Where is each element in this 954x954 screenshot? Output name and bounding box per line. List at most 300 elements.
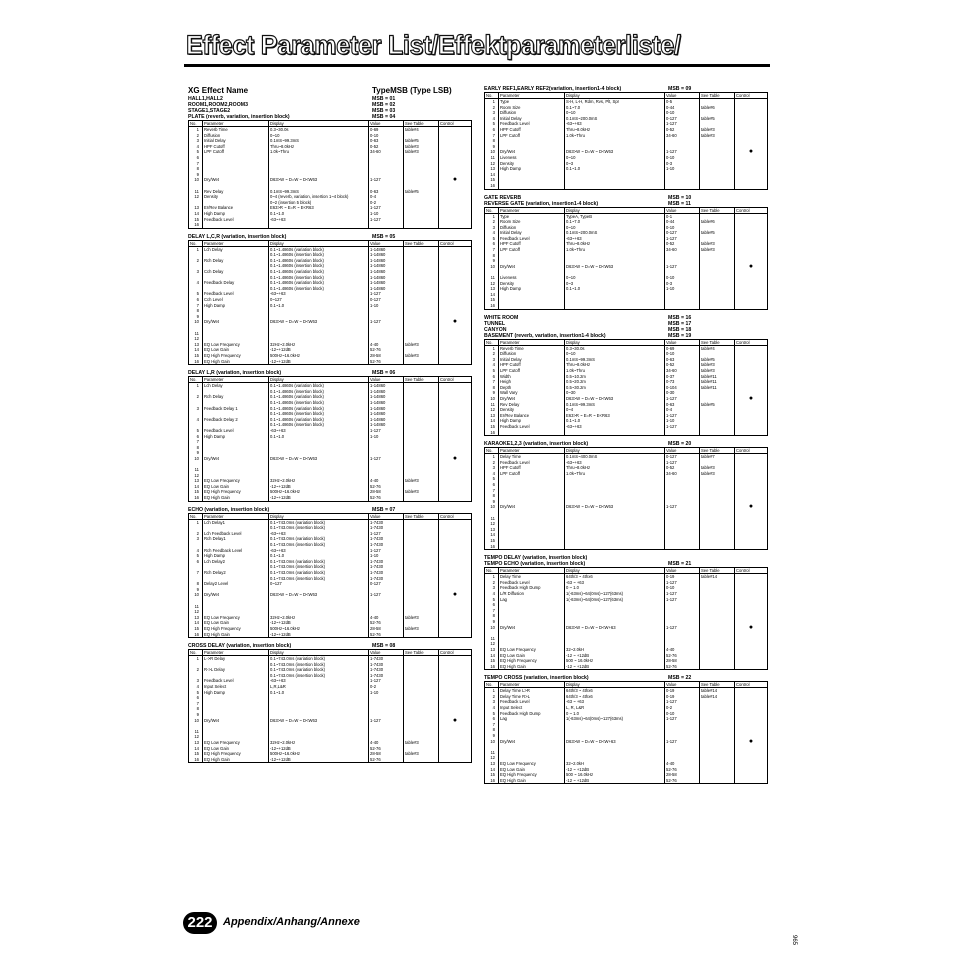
table-cell: 13 [485,286,499,292]
table-cell: 10 [485,625,499,631]
table-cell: 4 [485,362,499,368]
table-cell: 11 [485,155,499,161]
table-cell: Rch Delay [203,258,269,264]
table-cell: 5 [189,553,203,559]
table-cell: 52-76 [369,347,404,353]
parameter-table [484,681,768,784]
table-cell: 6 [189,155,203,161]
table-cell: 0-19 [665,694,700,700]
table-cell: 0.1~743.0ms (insertion block) [269,525,369,531]
table-cell: 5 [485,711,499,717]
table-cell: 11 [485,275,499,281]
table-cell: -12 ~ +12dB [565,664,665,670]
column-header: Display [269,650,369,656]
table-cell: 15 [485,538,499,544]
table-cell: 0~4 [565,407,665,413]
table-cell: 1 [485,574,499,580]
table-cell: 5 [189,428,203,434]
table-cell: 0~10 [565,275,665,281]
table-cell: 1-7430 [369,667,404,673]
table-cell: Delay Time [499,574,565,580]
table-cell: 8 [189,166,203,172]
table-cell: table#3 [700,133,735,139]
effect-block [188,96,471,229]
table-cell: 1-127 [665,236,700,242]
table-cell: 14 [189,620,203,626]
effect-header [188,370,471,376]
effect-header [484,675,767,681]
table-cell: 1-7430 [369,570,404,576]
control-cell: ● [452,717,458,724]
table-cell: 52-76 [369,484,404,490]
column-header: Control [735,339,768,345]
table-cell: -12~+12dB [269,495,369,501]
column-header: No. [485,568,499,574]
table-cell: 1-7430 [369,656,404,662]
table-cell: 0.1~1.4860s (insertion block) [269,389,369,395]
table-cell: 9 [485,390,499,396]
control-cell [735,430,768,436]
table-cell: Liveness [499,275,565,281]
table-cell: 4 [189,144,203,150]
table-cell: 2 [485,105,499,111]
table-cell: Delay Time L>R [499,688,565,694]
effect-msb: MSB = 11 [668,200,691,207]
table-cell: 1 [485,688,499,694]
table-cell: table#3 [404,353,439,359]
column-header: Display [565,448,665,454]
table-cell: table#3 [404,751,439,757]
column-header: Value [665,448,700,454]
table-cell [404,222,439,228]
table-cell: HPF Cutoff [499,362,565,368]
table-cell: Feedback Level [499,236,565,242]
table-cell: 5 [485,476,499,482]
table-cell: -63 ~ +63 [565,580,665,586]
table-cell: -12~+12dB [269,359,369,365]
column-header: See Table [700,207,735,213]
table-cell: 52-76 [369,746,404,752]
table-cell: 6 [485,374,499,380]
table-cell: 5 [189,149,203,155]
table-cell: 1-127 [369,531,404,537]
table-cell: Dry/Wet [499,264,565,270]
effect-block [484,555,767,670]
table-cell: 1-127 [369,217,404,223]
table-cell: 1 [485,345,499,351]
column-header: Parameter [203,513,269,519]
table-cell: EQ High Gain [499,664,565,670]
table-cell: 1.0k~Thru [269,149,369,155]
effect-msb: MSB = 17 [668,320,692,327]
table-cell: 10 [189,319,203,325]
table-cell: 28-58 [369,751,404,757]
table-cell: 3 [485,110,499,116]
table-cell: R->L Delay [203,667,269,673]
table-cell: 0~2 (insertion 5 block) [269,200,369,206]
column-header: Control [735,568,768,574]
table-cell: 4 [485,705,499,711]
table-cell: 2 [189,667,203,673]
table-cell: Feedback Level [499,460,565,466]
table-cell: table#14 [700,688,735,694]
table-cell: 11 [485,402,499,408]
effect-block [188,507,471,638]
table-cell: table#7 [700,454,735,460]
table-cell: 16 [485,544,499,550]
control-cell [439,222,472,228]
table-cell: 15 [485,297,499,303]
table-cell: 0 ~ 1.0 [565,711,665,717]
table-cell: 8 [189,308,203,314]
table-cell: 0.1~1.4860s (variation block) [269,383,369,389]
table-cell: 4 [485,116,499,122]
table-cell: 1-14860 [369,258,404,264]
table-cell: EQ High Gain [203,495,269,501]
table-cell: 16 [485,303,499,309]
table-cell: 1-14860 [369,400,404,406]
table-cell [404,495,439,501]
effect-msb: MSB = 05 [372,233,396,240]
column-header: Control [439,121,472,127]
table-cell: LPF Cutoff [499,133,565,139]
table-cell: 16 [189,632,203,638]
table-cell: 0-10 [665,155,700,161]
column-header: No. [485,339,499,345]
table-cell: Thru~8.0kHz [269,144,369,150]
table-cell: EQ High Frequency [203,489,269,495]
page-number-badge: 222 [183,912,217,934]
table-cell: 1 [485,99,499,105]
left-column [188,86,471,768]
table-cell: 1 [189,383,203,389]
table-cell: EQ Low Frequency [499,761,565,767]
table-cell: 0-4 [369,194,404,200]
table-cell: EQ High Frequency [203,353,269,359]
table-cell: High Damp [203,211,269,217]
table-cell: 1-127 [369,205,404,211]
table-cell: 2 [189,394,203,400]
table-cell: 0.1~1.0 [269,553,369,559]
table-cell: 9 [485,733,499,739]
table-cell: EQ Low Gain [499,767,565,773]
table-cell: Heigh [499,379,565,385]
table-cell: 32Hz~2.0kHz [269,740,369,746]
column-header: Value [369,240,404,246]
table-cell [203,222,269,228]
table-cell: 32~2.0kH [565,761,665,767]
table-cell: 0~30 [565,390,665,396]
table-cell: -12~+12dB [269,347,369,353]
table-cell: 6 [485,716,499,722]
table-cell: 2 [189,133,203,139]
table-cell: 34-60 [665,368,700,374]
parameter-table [484,447,768,550]
table-cell: D63>W ~ D=W ~ D<W63 [565,149,665,155]
effect-name: EARLY REF1,EARLY REF2(variation, insertion1-4 block) [484,86,622,92]
table-cell: -12~+12dB [269,632,369,638]
table-cell: Initial Delay [499,116,565,122]
table-cell: 28-58 [369,489,404,495]
table-cell: 10 [485,149,499,155]
table-cell: HPF Cutoff [499,127,565,133]
table-cell: 13 [189,478,203,484]
table-cell: 16 [189,495,203,501]
table-cell: 1-127 [665,149,700,155]
table-cell: 0.1~1.0 [565,286,665,292]
table-cell: table#3 [404,478,439,484]
table-cell: S-H, L-H, Rdm, Rvs, Plt, Spr [565,99,665,105]
table-cell: Input Select [499,705,565,711]
effect-name: PLATE (reverb, variation, insertion block) [188,114,290,120]
table-cell: 0-127 [665,116,700,122]
table-cell: 0.5~20.2m [565,379,665,385]
table-cell: 15 [189,353,203,359]
column-header: See Table [404,650,439,656]
table-cell: 11 [485,516,499,522]
column-header: Value [369,513,404,519]
column-header: See Table [404,240,439,246]
table-cell: 0-19 [665,688,700,694]
table-cell: 0-30 [665,390,700,396]
effect-name: CROSS DELAY (variation, insertion block) [188,643,292,650]
table-cell: 500 ~ 16.0kHz [565,658,665,664]
table-cell: 1-7430 [369,564,404,570]
table-cell: 0.1~1.0 [565,166,665,172]
table-cell: 12 [485,161,499,167]
table-cell: 1-7430 [369,536,404,542]
table-row [485,430,768,436]
table-cell: 1-127 [665,264,700,270]
table-cell: 9 [485,258,499,264]
table-cell: 1-14860 [369,417,404,423]
table-cell: Initial Delay [203,138,269,144]
table-cell: table#3 [404,149,439,155]
table-cell: 1-14860 [369,394,404,400]
table-cell: 16 [189,222,203,228]
table-cell: 9 [189,587,203,593]
table-cell: 1-14860 [369,280,404,286]
table-cell: 4 [189,684,203,690]
table-cell: D63>W ~ D=W ~ D<W63 [269,592,369,598]
table-cell: 0.1~1.4860s (insertion block) [269,252,369,258]
table-cell: -63~+63 [565,121,665,127]
page-title: Effect Parameter List/Effektparameterliste/ [186,30,681,60]
control-cell [439,632,472,638]
table-cell: 0-73 [665,379,700,385]
table-cell: 1 [189,246,203,252]
table-cell: 0.1~1.4860s (variation block) [269,417,369,423]
table-cell: E63>R ~ E=R ~ E<R63 [269,205,369,211]
table-cell: 1-7430 [369,576,404,582]
table-cell: 2 [485,351,499,357]
table-cell: EQ Low Frequency [499,647,565,653]
table-cell: 14 [189,211,203,217]
table-cell: 1 [485,213,499,219]
table-cell: 0.1mS~99.3mS [269,189,369,195]
column-header: Display [269,513,369,519]
table-cell: 3 [189,406,203,412]
table-cell: 11 [189,189,203,195]
table-cell: 34-60 [369,149,404,155]
control-cell: ● [748,263,754,270]
table-cell: 52-76 [665,778,700,784]
table-cell: Dry/Wet [203,592,269,598]
effect-msb: MSB = 18 [668,326,692,333]
table-cell: Cch Level [203,297,269,303]
table-cell: 7 [485,133,499,139]
table-cell: Rch Delay [203,394,269,400]
table-cell: 0~10 [565,351,665,357]
table-cell: L, R, L&R [565,705,665,711]
table-cell: Rch Delay2 [203,570,269,576]
table-cell: 0-19 [665,574,700,580]
table-cell: 0-127 [665,230,700,236]
table-cell: 1-127 [665,739,700,745]
table-cell: 8 [189,581,203,587]
table-cell [700,183,735,189]
table-cell: 1-14860 [369,286,404,292]
table-cell: D63>W ~ D=W ~ D<W63 [565,396,665,402]
column-header: Value [369,121,404,127]
column-header: Parameter [203,240,269,246]
table-cell: 0~127 [269,297,369,303]
table-cell: 1.0k~Thru [565,133,665,139]
table-cell: 1-127 [665,460,700,466]
table-cell: 7 [485,488,499,494]
table-cell: 1-7430 [369,525,404,531]
column-header: See Table [404,121,439,127]
table-cell: 0-127 [665,454,700,460]
table-row [189,757,472,763]
effect-name: DELAY L,R (variation, insertion block) [188,370,282,377]
table-cell: -63 ~ +63 [565,699,665,705]
table-cell: Input Select [203,684,269,690]
table-cell: -63~+63 [565,424,665,430]
table-cell: Delay2 Level [203,581,269,587]
effect-msb: MSB = 09 [668,86,692,92]
table-cell: 32~2.0kH [565,647,665,653]
table-cell: 1-127 [665,580,700,586]
table-cell: Width [499,374,565,380]
table-cell: L->R Delay [203,656,269,662]
table-cell: 1-127 [665,591,700,597]
table-cell: 12 [189,734,203,740]
table-cell: 1-127 [369,548,404,554]
control-cell: ● [748,624,754,631]
table-cell: 0.1~1.0 [269,211,369,217]
effect-block [188,643,471,763]
table-cell: 52-76 [369,757,404,763]
table-cell: 1-14860 [369,422,404,428]
column-header: Parameter [499,682,565,688]
control-cell: ● [748,504,754,511]
table-cell: Feedback Level [499,580,565,586]
table-cell: 14 [485,292,499,298]
column-header: Value [665,339,700,345]
table-cell: 0-2 [369,684,404,690]
column-header: See Table [404,377,439,383]
table-cell: 3 [189,678,203,684]
table-cell: table#3 [404,144,439,150]
effect-msb: MSB = 04 [372,114,396,120]
table-row [189,495,472,501]
table-cell: D63>W ~ D=W ~ D<W63 [269,718,369,724]
table-cell: 12 [189,473,203,479]
table-cell: 6 [189,297,203,303]
table-cell: 0-10 [665,585,700,591]
column-header: No. [189,240,203,246]
table-cell: 34-60 [665,133,700,139]
table-cell: 0-52 [665,241,700,247]
table-cell: table#3 [700,247,735,253]
column-header: See Table [700,682,735,688]
table-cell: 1-10 [665,418,700,424]
table-cell: 0.1~743.0ms (insertion block) [269,576,369,582]
effect-msb: MSB = 20 [668,441,692,448]
table-cell: 0.1~1.0 [565,418,665,424]
table-cell: EQ High Frequency [499,772,565,778]
table-cell: 9 [485,499,499,505]
control-cell: ● [452,592,458,598]
effect-msb: MSB = 03 [372,108,396,114]
table-cell: 9 [189,172,203,178]
table-cell: HPF Cutoff [499,465,565,471]
table-cell: 0.1~743.0ms (variation block) [269,559,369,565]
table-cell: 500Hz~16.0kHz [269,353,369,359]
table-cell: 0-69 [665,345,700,351]
table-cell: 0-10 [665,110,700,116]
table-cell: 10 [189,718,203,724]
table-cell: -63~+63 [565,236,665,242]
table-cell: Density [499,281,565,287]
table-cell: -63~+63 [269,428,369,434]
column-header: Display [565,339,665,345]
table-cell: 13 [485,413,499,419]
table-cell: Room Size [499,105,565,111]
table-cell: 5 [485,121,499,127]
table-cell: 7 [189,439,203,445]
table-cell: table#3 [700,241,735,247]
table-cell: 7 [485,608,499,614]
column-header: No. [189,377,203,383]
column-header: See Table [700,448,735,454]
table-cell: Type [499,213,565,219]
table-cell: 0-52 [665,362,700,368]
table-cell: 14 [189,347,203,353]
table-cell: HPF Cutoff [203,144,269,150]
table-cell: 1-10 [369,553,404,559]
parameter-table [188,240,472,365]
page-code: 965 [791,935,797,946]
table-cell: 0.1~1.0 [269,434,369,440]
table-cell: 15 [189,489,203,495]
table-cell: 1 [189,519,203,525]
table-cell: Dry/Wet [499,625,565,631]
parameter-table [188,120,472,229]
table-cell: 0-10 [665,351,700,357]
table-cell: Feedback Level [203,217,269,223]
table-cell: -12~+12dB [269,746,369,752]
table-cell: 500Hz~16.0kHz [269,489,369,495]
table-cell: 0.1~743.0ms (variation block) [269,570,369,576]
table-cell: table#11 [700,374,735,380]
table-cell [665,544,700,550]
table-cell: 12 [189,609,203,615]
table-cell: 7 [485,722,499,728]
table-cell: 1-127 [665,504,700,510]
table-cell: 4-40 [369,342,404,348]
